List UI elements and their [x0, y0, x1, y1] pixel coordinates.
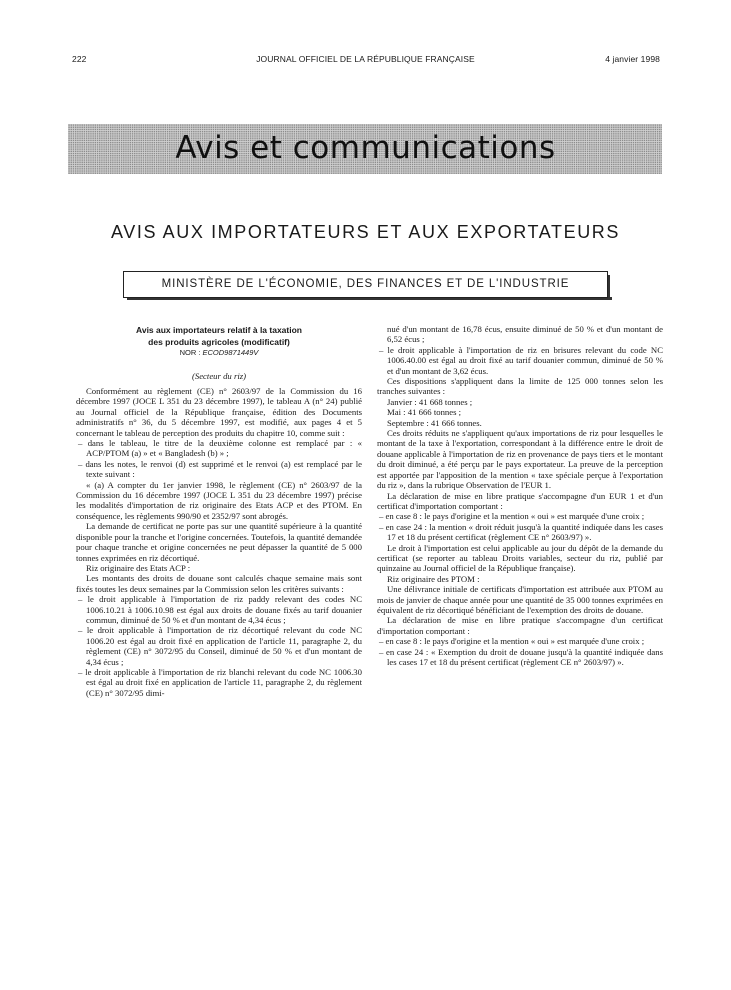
paragraph: Conformément au règlement (CE) n° 2603/97 de la Commission du 16 décembre 1997 (JOCE L 351 du 23 décembre 1997), le tableau A (n° 24) publié au Journal officiel de la République française, édition des Documents administratifs n° 36, du 5 décembre 1997, est modifié, aux pages 4 et 5 concernant le tableau de perception des produits du chapitre 10, comme suit : — [76, 386, 362, 438]
list-item: – le droit applicable à l'importation de riz blanchi relevant du code NC 1006.30 est égal au droit fixé en application de l'article 11, paragraphe 2, du règlement (CE) n° 3072/95 dimi- — [78, 666, 362, 698]
quota-september: Septembre : 41 666 tonnes. — [387, 417, 482, 428]
list-item: – le droit applicable à l'importation de riz en brisures relevant du code NC 1006.40.00 est égal au droit fixé au tarif douanier commun, diminué de 50 % et d'un montant de 3,62 écus. — [379, 344, 663, 376]
paragraph: Ces droits réduits ne s'appliquent qu'aux importations de riz pour lesquelles le montant de la taxe à l'exportation, correspondant à la différence entre le droit de douane applicable à l'importation de riz en provenance de pays tiers et le montant du droit diminué, a été perçu par le pays exportateur. La preuve de la perception est apportée par l'apposition de la mention « taxe spéciale perçue à l'exportation du riz », dans la rubrique Observation de l'EUR 1. — [377, 428, 663, 491]
paragraph-continuation: nué d'un montant de 16,78 écus, ensuite diminué de 50 % et d'un montant de 6,52 écus ; — [387, 324, 663, 345]
list-item: – en case 8 : le pays d'origine et la mention « oui » est marquée d'une croix ; — [379, 636, 645, 647]
paragraph: Ces dispositions s'appliquent dans la limite de 125 000 tonnes selon les tranches suivantes : — [377, 376, 663, 397]
paragraph: Le droit à l'importation est celui applicable au jour du dépôt de la demande du certificat (se reporter au tableau Droits variables, secteur du riz, publié par quinzaine au Journal officiel de la République française). — [377, 542, 663, 574]
journal-title: JOURNAL OFFICIEL DE LA RÉPUBLIQUE FRANÇAISE — [256, 54, 475, 64]
paragraph: Une délivrance initiale de certificats d'importation est attribuée aux PTOM au mois de janvier de chaque année pour une quantité de 35 000 tonnes exprimées en équivalent de riz décortiqué bénéficiant de l'exemption des droits de douane. — [377, 584, 663, 615]
list-item: – en case 24 : la mention « droit réduit jusqu'à la quantité indiquée dans les cases 17 et 18 du présent certificat (règlement CE n° 2603/97) ». — [379, 521, 663, 543]
notice-title-line2: des produits agricoles (modificatif) — [148, 336, 290, 347]
nor-reference — [76, 348, 362, 358]
paragraph: « (a) A compter du 1er janvier 1998, le règlement (CE) n° 2603/97 de la Commission du 16 décembre 1997 (JOCE L 351 du 23 décembre 1997) précise les modalités d'importation de riz originaire des Etats ACP et des PTOM. En conséquence, les règlements 990/90 et 2352/97 sont abrogés. — [76, 479, 362, 521]
subheading: Riz originaire des PTOM : — [387, 573, 480, 584]
section-title: AVIS AUX IMPORTATEURS ET AUX EXPORTATEURS — [110, 222, 621, 242]
quota-may: Mai : 41 666 tonnes ; — [387, 407, 462, 418]
list-item: – le droit applicable à l'importation de riz paddy relevant des codes NC 1006.10.21 à 1006.10.98 est égal aux droits de douane fixés au tarif douanier commun, diminué de 50 % et d'un montant de 4,34 écus ; — [78, 594, 362, 625]
left-column — [76, 324, 362, 698]
nor-code: ECOD9871449V — [202, 348, 259, 358]
right-column — [377, 324, 663, 667]
paragraph: La déclaration de mise en libre pratique s'accompagne d'un EUR 1 et d'un certificat d'importation comportant : — [377, 490, 663, 511]
list-item: – en case 8 : le pays d'origine et la mention « oui » est marquée d'une croix ; — [379, 511, 645, 522]
notice-title-line1: Avis aux importateurs relatif à la taxation — [136, 325, 302, 335]
list-item: – dans les notes, le renvoi (d) est supprimé et le renvoi (a) est remplacé par le texte suivant : — [78, 458, 362, 480]
banner-title: Avis et communications — [175, 130, 556, 166]
nor-label: NOR : — [179, 348, 203, 358]
list-item: – le droit applicable à l'importation de riz décortiqué relevant du code NC 1006.20 est égal au droit fixé en application de l'article 11, paragraphe 2, du règlement (CE) n° 3072/95 du Conseil, diminué de 50 % et d'un montant de 4,34 écus ; — [78, 625, 362, 667]
ministry-heading: MINISTÈRE DE L'ÉCONOMIE, DES FINANCES ET DE L'INDUSTRIE — [161, 278, 570, 290]
paragraph: Les montants des droits de douane sont calculés chaque semaine mais sont fixés toutes les deux semaines par la Commission selon les critères suivants : — [76, 573, 362, 594]
paragraph: La déclaration de mise en libre pratique s'accompagne d'un certificat d'importation comportant : — [377, 615, 663, 636]
issue-date: 4 janvier 1998 — [605, 54, 660, 64]
paragraph: La demande de certificat ne porte pas sur une quantité supérieure à la quantité disponible pour la tranche et l'origine concernées. Toutefois, la quantité demandée pour chaque tranche et origine concernées ne peut dépasser la quantité de 5 000 tonnes exprimées en riz décortiqué. — [76, 521, 362, 563]
sector-label: (Secteur du riz) — [191, 370, 247, 381]
quota-january: Janvier : 41 668 tonnes ; — [387, 396, 473, 407]
page-number: 222 — [72, 54, 87, 64]
list-item: – dans le tableau, le titre de la deuxième colonne est remplacé par : « ACP/PTOM (a) » et « Bangladesh (b) » ; — [78, 438, 362, 459]
list-item: – en case 24 : « Exemption du droit de douane jusqu'à la quantité indiquée dans les cases 17 et 18 du présent certificat (règlement CE n° 2603/97) ». — [379, 646, 663, 667]
subheading: Riz originaire des Etats ACP : — [86, 562, 191, 573]
